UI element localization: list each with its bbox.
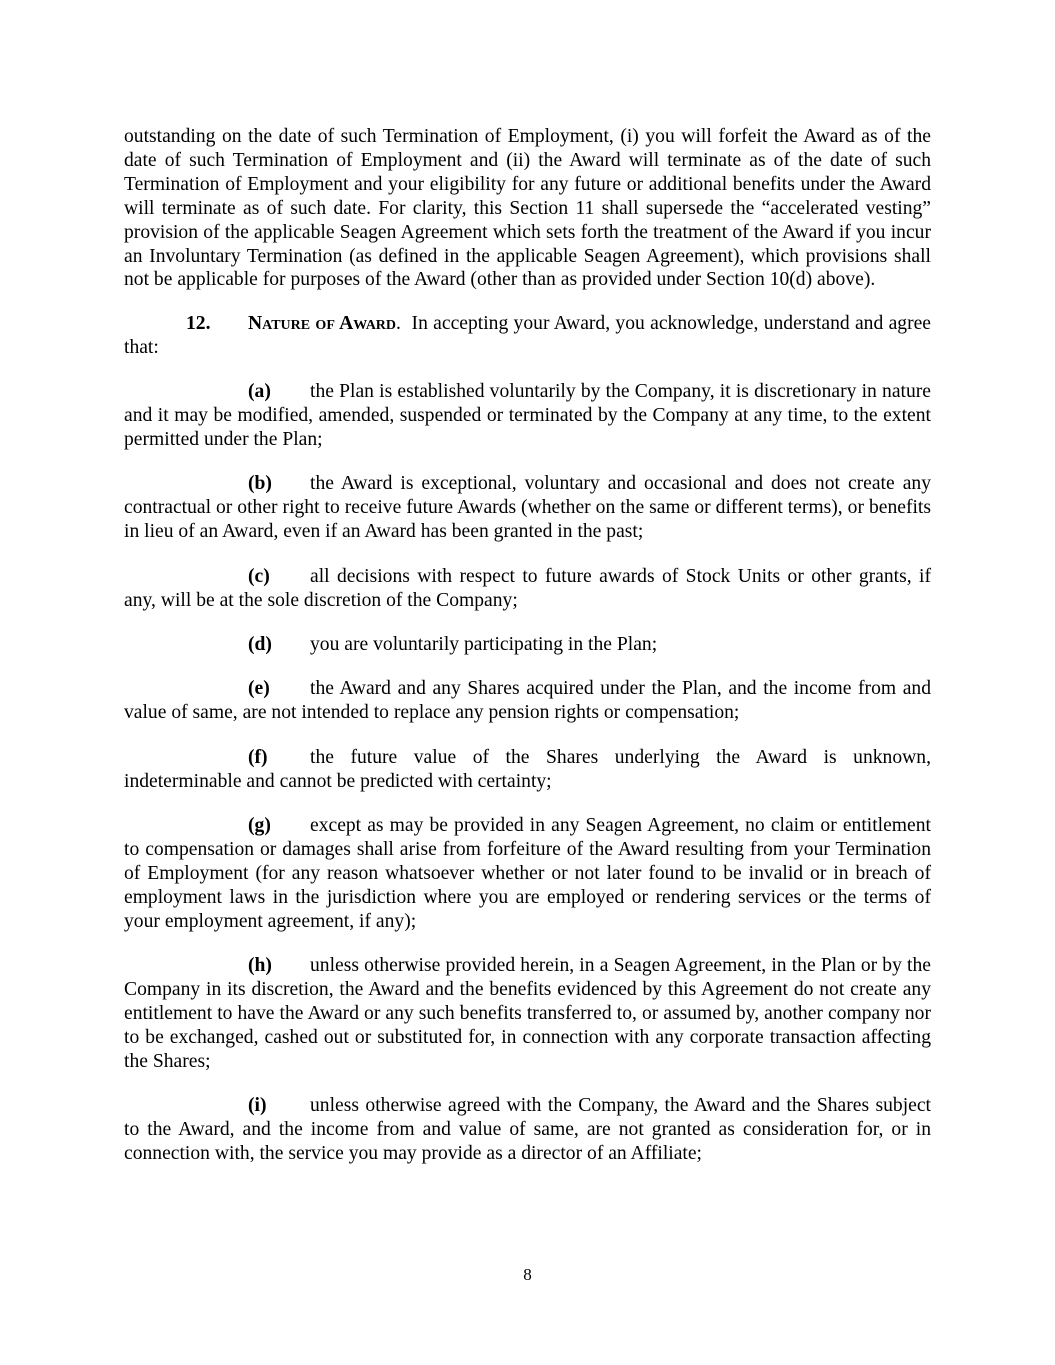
clause-text: the Award is exceptional, voluntary and occasional and does not create any contractual or other right to receive future Awards (whether on the same or different terms), or benefits in lieu of an Award, even if an Award has been granted in the past; [124, 473, 931, 543]
clause-text: except as may be provided in any Seagen Agreement, no claim or entitlement to compensation or damages shall arise from forfeiture of the Award resulting from your Termination of Employment (for any reason whatsoever whether or not later found to be invalid or in breach of employment laws in the jurisdiction where you are employed or rendering services or the terms of your employment agreement, if any); [124, 814, 931, 932]
intro-paragraph: outstanding on the date of such Termination of Employment, (i) you will forfeit the Award as of the date of such Termination of Employment and (ii) the Award will terminate as of the date of such Termination of Employment and your eligibility for any future or additional benefits under the Award will terminate as of such date. For clarity, this Section 11 shall supersede the “accelerated vesting” provision of the applicable Seagen Agreement which sets forth the treatment of the Award if you incur an Involuntary Termination (as defined in the applicable Seagen Agreement), which provisions shall not be applicable for purposes of the Award (other than as provided under Section 10(d) above). [124, 126, 931, 291]
clause-text: the Award and any Shares acquired under the Plan, and the income from and value of same, are not intended to replace any pension rights or compensation; [124, 678, 931, 724]
clause-label: (d) [248, 633, 272, 655]
section-lead-text: In accepting your Award, you acknowledge, understand and agree that: [124, 313, 936, 359]
document-page [124, 125, 936, 1186]
clause-text: all decisions with respect to future awards of Stock Units or other grants, if any, will be at the sole discretion of the Company; [124, 565, 931, 611]
clause-label: (g) [248, 814, 271, 836]
clause-text: unless otherwise provided herein, in a Seagen Agreement, in the Plan or by the Company in its discretion, the Award and the benefits evidenced by this Agreement do not create any entitlement to have the Award or any such benefits transferred to, or assumed by, another company nor to be exchanged, cashed out or substituted for, in connection with any corporate transaction affecting the Shares; [124, 954, 931, 1072]
clause-e [124, 677, 931, 725]
clause-text: unless otherwise agreed with the Company, the Award and the Shares subject to the Award, and the income from and value of same, are not granted as consideration for, or in connection with, the service you may provide as a director of an Affiliate; [124, 1095, 931, 1164]
clause-c [124, 565, 931, 613]
clause-h [124, 954, 931, 1074]
clause-text: the Plan is established voluntarily by the Company, it is discretionary in nature and it may be modified, amended, suspended or terminated by the Company at any time, to the extent permitted under the Plan; [124, 381, 931, 450]
clause-f [124, 746, 931, 794]
clause-label: (c) [248, 565, 270, 587]
clause-b [124, 472, 931, 544]
clause-label: (h) [248, 954, 272, 976]
clause-i [124, 1094, 931, 1166]
clause-text: you are voluntarily participating in the Plan; [310, 633, 658, 655]
clause-label: (e) [248, 678, 270, 700]
clause-label: (f) [248, 746, 268, 768]
clause-g [124, 814, 931, 934]
section-title-period: . [396, 313, 401, 335]
section-title: Nature of Award [248, 313, 397, 335]
clause-label: (b) [248, 473, 272, 495]
page-number: 8 [523, 1265, 532, 1284]
section-number: 12. [186, 313, 211, 335]
clause-label: (i) [248, 1095, 267, 1116]
clause-text: the future value of the Shares underlying the Award is unknown, indeterminable and cannot be predicted with certainty; [124, 746, 931, 792]
clause-label: (a) [248, 381, 271, 403]
clause-a [124, 380, 931, 452]
clause-d [124, 633, 931, 657]
section-12-heading [124, 312, 936, 360]
